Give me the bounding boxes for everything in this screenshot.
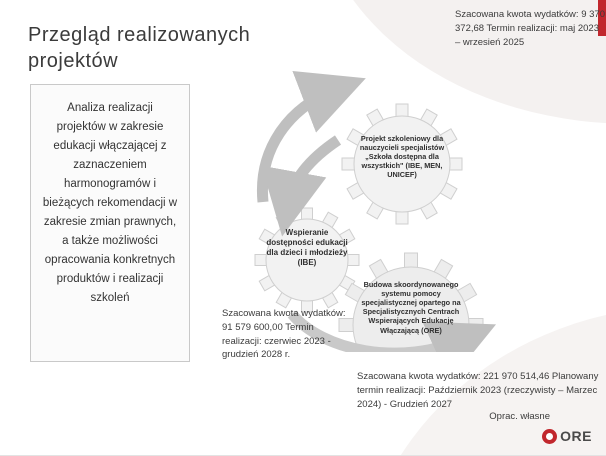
gear-top-label: Projekt szkoleniowy dla nauczycieli specjalistów „Szkoła dostępna dla wszystkich" (IBE, MEN, UNICEF)	[359, 134, 445, 180]
arrow-mid-down	[288, 140, 338, 204]
credit-text: Oprac. własne	[489, 411, 550, 422]
page-title: Przegląd realizowanych projektów	[28, 24, 251, 72]
gear-right-label: Budowa skoordynowanego systemu pomocy specjalistycznej opartego na Specjalistycznych Centrach Wspierających Edukację Włączającą (ORE)	[361, 280, 461, 335]
annotation-bottom: Szacowana kwota wydatków: 221 970 514,46 Planowany termin realizacji: Październik 2023 (rzeczywisty – Marzec 2024) - Grudzień 2027	[357, 371, 599, 410]
summary-text-box: Analiza realizacji projektów w zakresie edukacji włączającej z zaznaczeniem harmonogramów i bieżących rekomendacji w zakresie zmian prawnych, a także możliwości opracowania konkretnych produktów i realizacji szkoleń	[30, 84, 190, 362]
annotation-top: Szacowana kwota wydatków: 9 370 372,68 Termin realizacji: maj 2023 – wrzesień 2025	[455, 9, 605, 48]
ore-logo-text: ORE	[560, 428, 592, 444]
annotation-left: Szacowana kwota wydatków: 91 579 600,00 Termin realizacji: czerwiec 2023 - grudzień 2028 r.	[222, 308, 346, 361]
gear-middle-label: Wspieranie dostępności edukacji dla dzieci i młodzieży (IBE)	[266, 228, 348, 267]
ore-logo-mark-icon	[542, 429, 557, 444]
ore-logo	[542, 428, 592, 444]
